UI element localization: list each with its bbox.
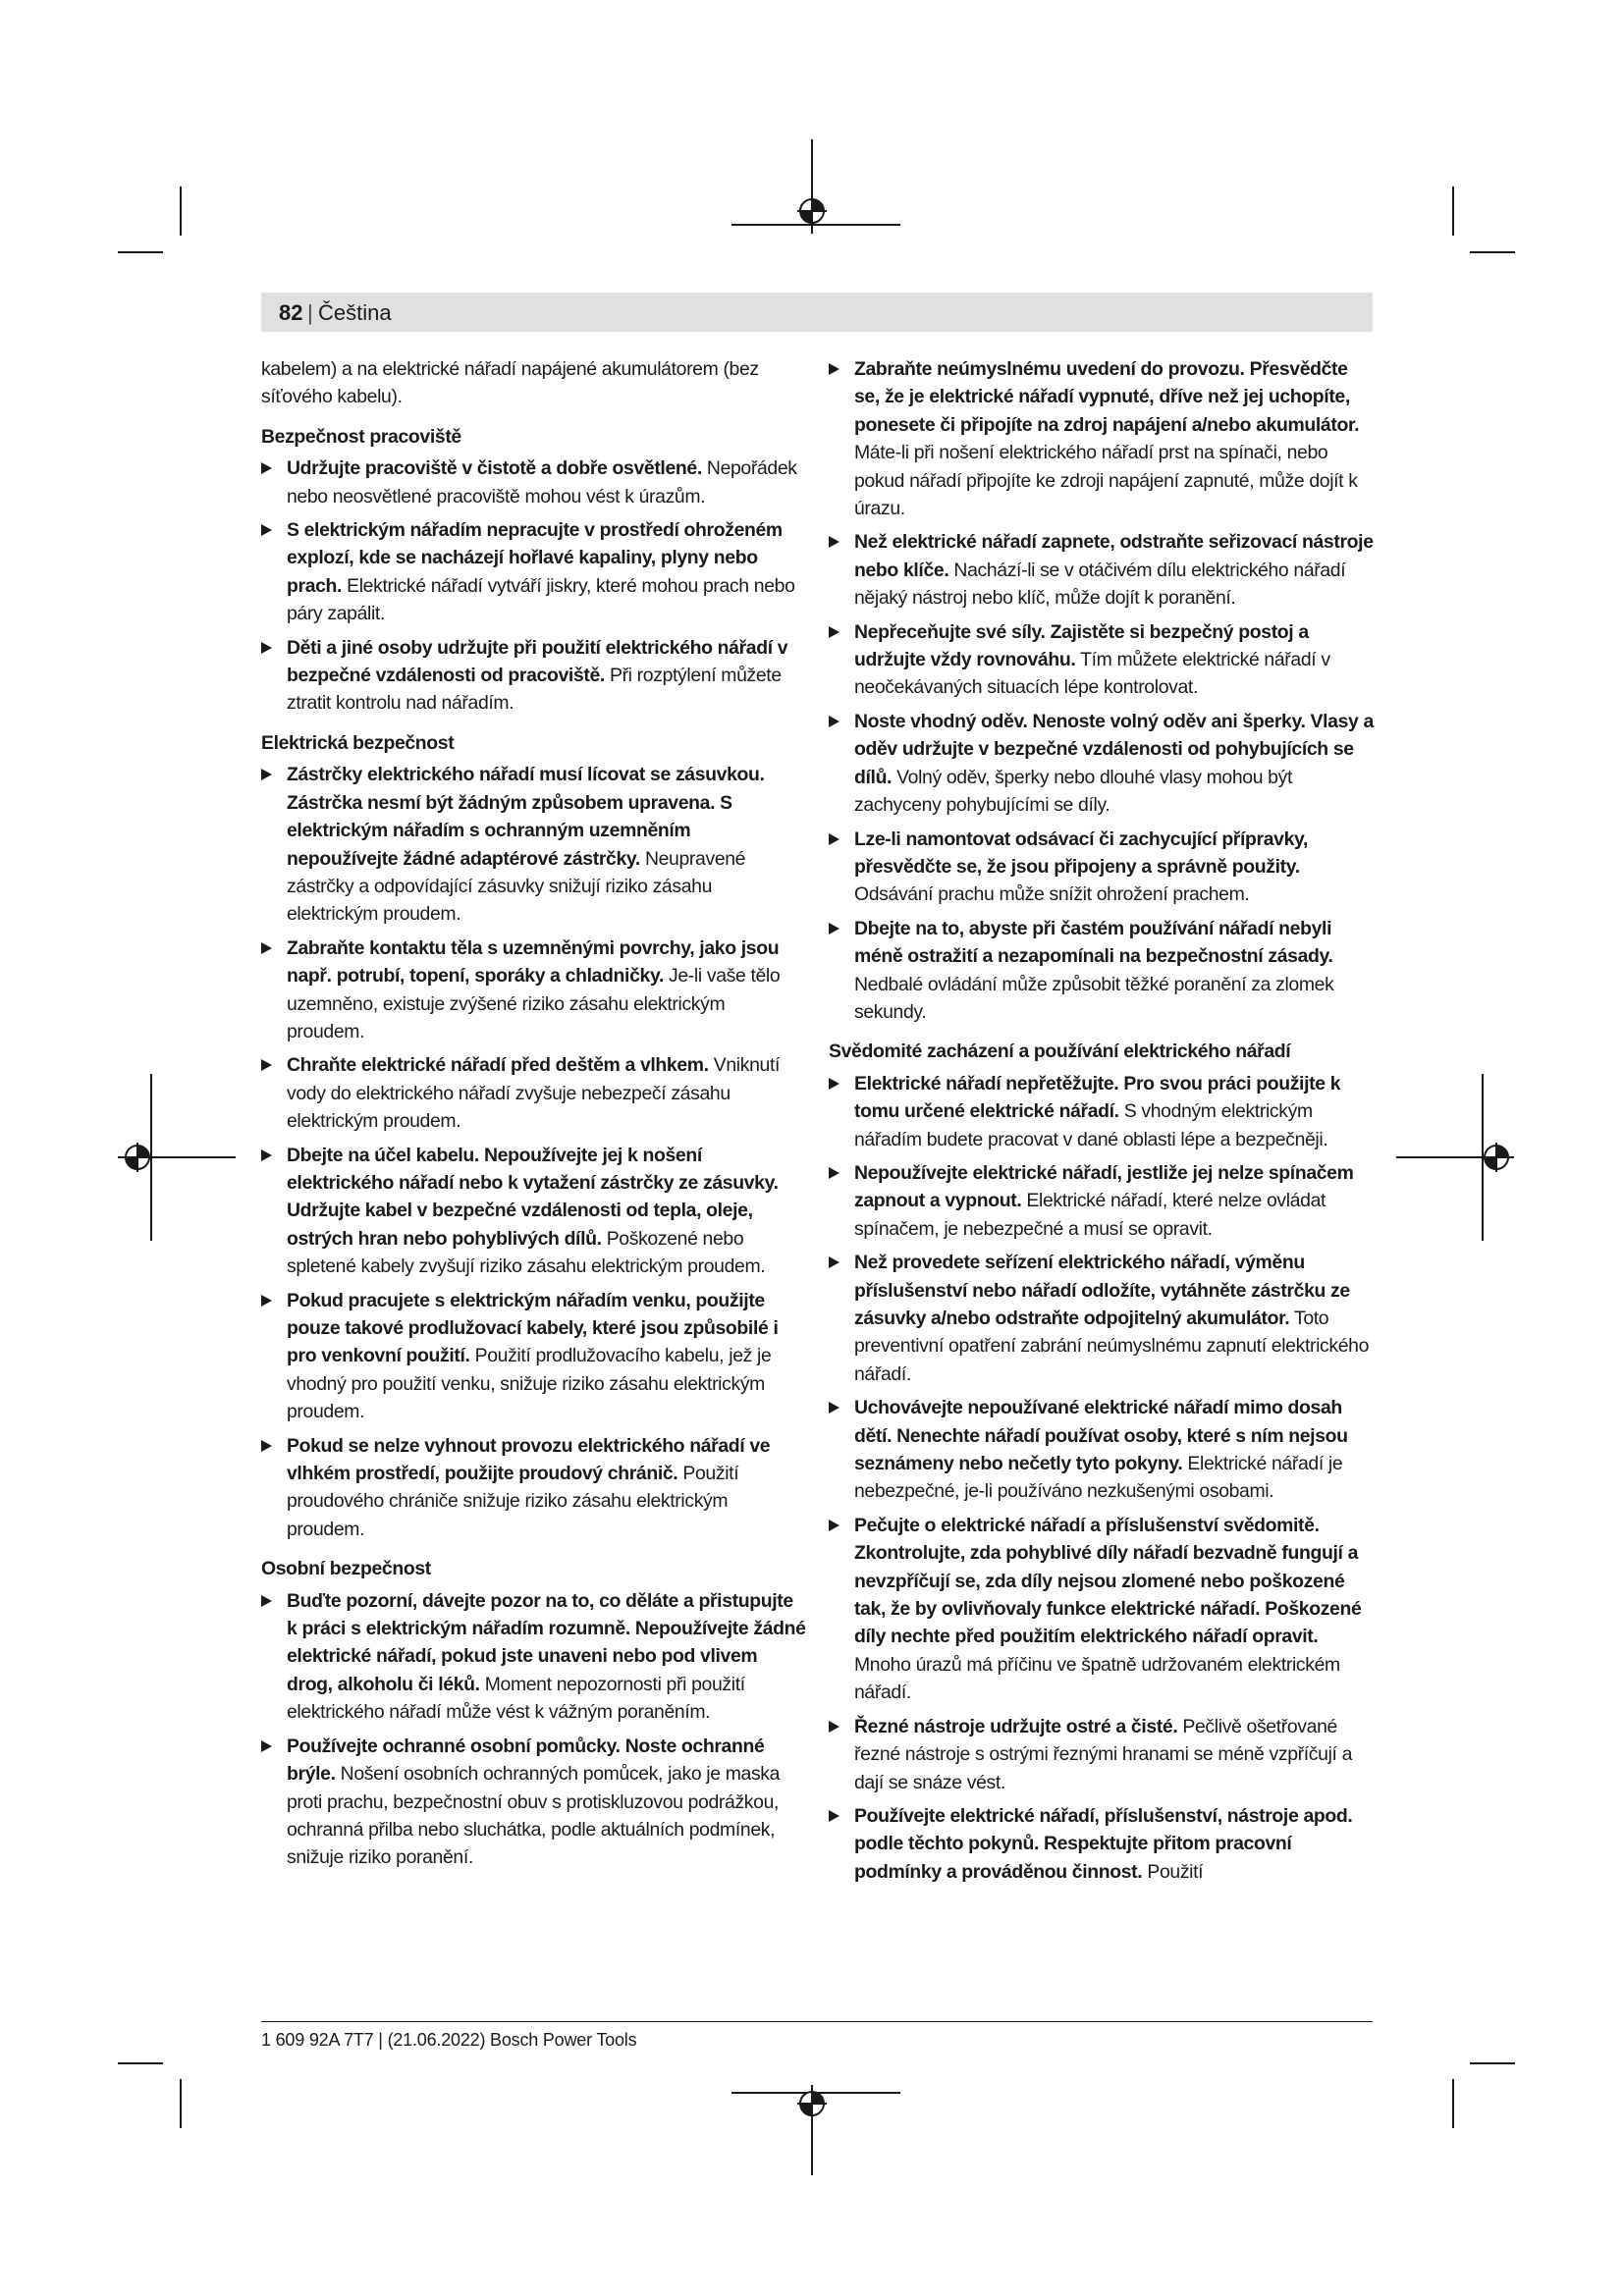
crop-mark: [180, 2079, 182, 2128]
list-item: Používejte elektrické nářadí, příslušenství, nástroje apod. podle těchto pokynů. Respektujte přitom pracovní podmínky a prováděnou činnost. Použití: [829, 1802, 1374, 1886]
list-item: Děti a jiné osoby udržujte při použití elektrického nářadí v bezpečné vzdálenosti od pracoviště. Při rozptýlení můžete ztratit kontrolu nad nářadím.: [261, 634, 806, 718]
crop-mark: [180, 187, 182, 236]
bullet-arrow-icon: [829, 833, 839, 845]
list-item: Uchovávejte nepoužívané elektrické nářadí mimo dosah dětí. Nenechte nářadí používat osoby, které s ním nejsou seznámeny nebo nečetly tyto pokyny. Elektrické nářadí je nebezpečné, je-li používáno nezkušenými osobami.: [829, 1394, 1374, 1506]
list-item: Pokud se nelze vyhnout provozu elektrického nářadí ve vlhkém prostředí, použijte proudový chránič. Použití proudového chrániče snižuje riziko zásahu elektrickým proudem.: [261, 1432, 806, 1544]
bullet-arrow-icon: [829, 1721, 839, 1733]
registration-mark-icon: [797, 196, 827, 226]
footer-text: 1 609 92A 7T7 | (21.06.2022) Bosch Power Tools: [261, 2030, 637, 2050]
bullet-arrow-icon: [261, 1295, 272, 1307]
list-item: Pokud pracujete s elektrickým nářadím venku, použijte pouze takové prodlužovací kabely, které jsou způsobilé i pro venkovní použití. Použití prodlužovacího kabelu, jež je vhodný pro použití venku, snižuje riziko zásahu elektrickým proudem.: [261, 1287, 806, 1426]
list-item: S elektrickým nářadím nepracujte v prostředí ohroženém explozí, kde se nacházejí hořlavé kapaliny, plyny nebo prach. Elektrické nářadí vytváří jiskry, které mohou prach nebo páry zapálit.: [261, 516, 806, 628]
crop-mark: [1452, 2079, 1454, 2128]
bullet-arrow-icon: [261, 1595, 272, 1607]
list-item: Udržujte pracoviště v čistotě a dobře osvětlené. Nepořádek nebo neosvětlené pracoviště mohou vést k úrazům.: [261, 454, 806, 510]
page-header-band: [261, 293, 1373, 332]
bullet-arrow-icon: [829, 1402, 839, 1414]
crop-mark: [1452, 187, 1454, 236]
list-item: Řezné nástroje udržujte ostré a čisté. Pečlivě ošetřované řezné nástroje s ostrými řeznými hranami se méně vzpříčují a dají se snáze vést.: [829, 1713, 1374, 1796]
list-item: Používejte ochranné osobní pomůcky. Noste ochranné brýle. Nošení osobních ochranných pomůcek, jako je maska proti prachu, bezpečnostní obuv s protiskluzovou podrážkou, ochranná přilba nebo sluchátka, podle aktuálních podmínek, snižuje riziko poranění.: [261, 1733, 806, 1872]
bullet-arrow-icon: [829, 716, 839, 727]
header-separator: |: [307, 300, 313, 325]
bullet-arrow-icon: [261, 942, 272, 954]
bullet-arrow-icon: [261, 1059, 272, 1071]
list-item: Dbejte na to, abyste při častém používání nářadí nebyli méně ostražití a nezapomínali na bezpečnostní zásady. Nedbalé ovládání může způsobit těžké poranění za zlomek sekundy.: [829, 915, 1374, 1027]
bullet-arrow-icon: [829, 536, 839, 548]
section-heading: Osobní bezpečnost: [261, 1558, 431, 1580]
list-item: Dbejte na účel kabelu. Nepoužívejte jej k nošení elektrického nářadí nebo k vytažení zástrčky ze zásuvky. Udržujte kabel v bezpečné vzdálenosti od tepla, oleje, ostrých hran nebo pohyblivých dílů. Poškozené nebo spletené kabely zvyšují riziko zásahu elektrickým proudem.: [261, 1142, 806, 1281]
bullet-arrow-icon: [261, 642, 272, 654]
bullet-arrow-icon: [261, 462, 272, 474]
bullet-arrow-icon: [261, 524, 272, 536]
list-item: Nepřeceňujte své síly. Zajistěte si bezpečný postoj a udržujte vždy rovnováhu. Tím můžete elektrické nářadí v neočekávaných situacích lépe kontrolovat.: [829, 618, 1374, 702]
page-language: Čeština: [318, 300, 392, 325]
right-column: [829, 355, 1374, 1892]
bullet-arrow-icon: [261, 1440, 272, 1452]
registration-mark-icon: [797, 2089, 827, 2118]
bullet-arrow-icon: [829, 1256, 839, 1268]
bullet-arrow-icon: [829, 923, 839, 934]
left-column: [261, 355, 806, 1878]
bullet-arrow-icon: [829, 1810, 839, 1822]
bullet-arrow-icon: [829, 1078, 839, 1090]
list-item: Lze-li namontovat odsávací či zachycující přípravky, přesvědčte se, že jsou připojeny a správně použity. Odsávání prachu může snížit ohrožení prachem.: [829, 826, 1374, 909]
bullet-arrow-icon: [261, 769, 272, 780]
bullet-arrow-icon: [829, 363, 839, 375]
page-number: 82: [279, 300, 303, 325]
bullet-arrow-icon: [829, 1520, 839, 1531]
crop-mark: [1470, 251, 1515, 253]
crop-mark: [118, 2062, 163, 2064]
bullet-arrow-icon: [261, 1740, 272, 1752]
list-item: Nepoužívejte elektrické nářadí, jestliže jej nelze spínačem zapnout a vypnout. Elektrické nářadí, které nelze ovládat spínačem, je nebezpečné a musí se opravit.: [829, 1159, 1374, 1243]
list-item: Zabraňte neúmyslnému uvedení do provozu. Přesvědčte se, že je elektrické nářadí vypnuté, dříve než jej uchopíte, ponesete či připojíte na zdroj napájení a/nebo akumulátor. Máte-li při nošení elektrického nářadí prst na spínači, nebo pokud nářadí připojíte ke zdroji napájení zapnuté, může dojít k úrazu.: [829, 355, 1374, 522]
list-item: Zástrčky elektrického nářadí musí lícovat se zásuvkou. Zástrčka nesmí být žádným způsobem upravena. S elektrickým nářadím s ochranným uzemněním nepoužívejte žádné adaptérové zástrčky. Neupravené zástrčky a odpovídající zásuvky snižují riziko zásahu elektrickým proudem.: [261, 761, 806, 928]
list-item: Než provedete seřízení elektrického nářadí, výměnu příslušenství nebo nářadí odložíte, vytáhněte zástrčku ze zásuvky a/nebo odstraňte odpojitelný akumulátor. Toto preventivní opatření zabrání neúmyslnému zapnutí elektrického nářadí.: [829, 1249, 1374, 1388]
list-item: Pečujte o elektrické nářadí a příslušenství svědomitě. Zkontrolujte, zda pohyblivé díly nářadí bezvadně fungují a nevzpříčují se, zda díly nejsou zlomené nebo poškozené tak, že by ovlivňovaly funkce elektrické nářadí. Poškozené díly nechte před použitím elektrického nářadí opravit. Mnoho úrazů má příčinu ve špatně udržovaném elektrickém nářadí.: [829, 1512, 1374, 1707]
section-heading: Bezpečnost pracoviště: [261, 425, 461, 448]
bullet-arrow-icon: [829, 1167, 839, 1179]
intro-paragraph: kabelem) a na elektrické nářadí napájené akumulátorem (bez síťového kabelu).: [261, 358, 759, 408]
list-item: Zabraňte kontaktu těla s uzemněnými povrchy, jako jsou např. potrubí, topení, sporáky a chladničky. Je-li vaše tělo uzemněno, existuje zvýšené riziko zásahu elektrickým proudem.: [261, 934, 806, 1046]
registration-mark-icon: [1482, 1143, 1511, 1172]
list-item: Noste vhodný oděv. Nenoste volný oděv ani šperky. Vlasy a oděv udržujte v bezpečné vzdálenosti od pohybujících se dílů. Volný oděv, šperky nebo dlouhé vlasy mohou být zachyceny pohybujícími se díly.: [829, 708, 1374, 820]
bullet-arrow-icon: [261, 1149, 272, 1161]
crop-mark: [1470, 2062, 1515, 2064]
footer-rule: [261, 2021, 1373, 2022]
list-item: Buďte pozorní, dávejte pozor na to, co děláte a přistupujte k práci s elektrickým nářadím rozumně. Nepoužívejte žádné elektrické nářadí, pokud jste unaveni nebo pod vlivem drog, alkoholu či léků. Moment nepozornosti při použití elektrického nářadí může vést k vážným poraněním.: [261, 1587, 806, 1727]
list-item: Chraňte elektrické nářadí před deštěm a vlhkem. Vniknutí vody do elektrického nářadí zvyšuje nebezpečí zásahu elektrickým proudem.: [261, 1051, 806, 1135]
list-item: Elektrické nářadí nepřetěžujte. Pro svou práci použijte k tomu určené elektrické nářadí. S vhodným elektrickým nářadím budete pracovat v dané oblasti lépe a bezpečněji.: [829, 1070, 1374, 1153]
list-item: Než elektrické nářadí zapnete, odstraňte seřizovací nástroje nebo klíče. Nachází-li se v otáčivém dílu elektrického nářadí nějaký nástroj nebo klíč, může dojít k poranění.: [829, 528, 1374, 612]
registration-mark-icon: [123, 1143, 152, 1172]
section-heading: Svědomité zacházení a používání elektrického nářadí: [829, 1041, 1291, 1063]
section-heading: Elektrická bezpečnost: [261, 731, 455, 754]
bullet-arrow-icon: [829, 626, 839, 638]
crop-mark: [118, 251, 163, 253]
